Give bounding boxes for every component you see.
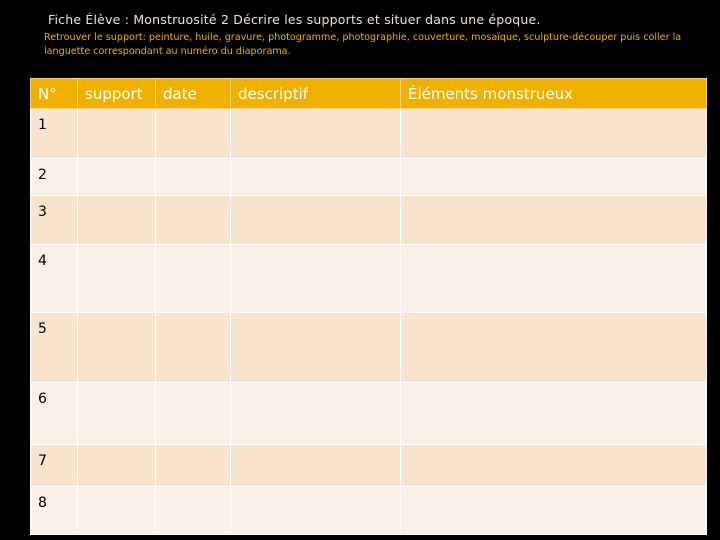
elements-cell[interactable]	[401, 487, 707, 535]
row-number-cell: 6	[31, 383, 78, 445]
support-cell[interactable]	[78, 245, 156, 313]
descriptif-cell[interactable]	[231, 313, 401, 383]
table-row	[31, 159, 707, 196]
column-header-support: support	[78, 79, 156, 109]
elements-cell[interactable]	[401, 196, 707, 245]
date-cell[interactable]	[156, 159, 231, 196]
descriptif-cell[interactable]	[231, 159, 401, 196]
row-number-cell: 7	[31, 445, 78, 487]
elements-cell[interactable]	[401, 313, 707, 383]
descriptif-cell[interactable]	[231, 487, 401, 535]
table-row	[31, 109, 707, 159]
row-number-cell: 5	[31, 313, 78, 383]
descriptif-cell[interactable]	[231, 196, 401, 245]
date-cell[interactable]	[156, 313, 231, 383]
elements-cell[interactable]	[401, 383, 707, 445]
column-header-elements-monstrueux: Éléments monstrueux	[401, 79, 707, 109]
column-header-date: date	[156, 79, 231, 109]
descriptif-cell[interactable]	[231, 445, 401, 487]
date-cell[interactable]	[156, 383, 231, 445]
elements-cell[interactable]	[401, 159, 707, 196]
elements-cell[interactable]	[401, 109, 707, 159]
descriptif-cell[interactable]	[231, 383, 401, 445]
descriptif-cell[interactable]	[231, 245, 401, 313]
date-cell[interactable]	[156, 245, 231, 313]
row-number-cell: 8	[31, 487, 78, 535]
table-row	[31, 245, 707, 313]
table-row	[31, 383, 707, 445]
support-cell[interactable]	[78, 109, 156, 159]
support-cell[interactable]	[78, 383, 156, 445]
date-cell[interactable]	[156, 445, 231, 487]
table-row	[31, 313, 707, 383]
descriptif-cell[interactable]	[231, 109, 401, 159]
date-cell[interactable]	[156, 109, 231, 159]
instructions-text: Retrouver le support: peinture, huile, gravure, photogramme, photographie, couverture, mosaïque, sculpture-découper puis coller la languette correspondant au numéro du diaporama.	[44, 32, 682, 57]
table-row	[31, 445, 707, 487]
row-number-cell: 1	[31, 109, 78, 159]
page-title: Fiche Élève : Monstruosité 2 Décrire les supports et situer dans une époque.	[48, 12, 541, 27]
support-cell[interactable]	[78, 445, 156, 487]
table-row	[31, 487, 707, 535]
row-number-cell: 3	[31, 196, 78, 245]
support-cell[interactable]	[78, 196, 156, 245]
date-cell[interactable]	[156, 196, 231, 245]
date-cell[interactable]	[156, 487, 231, 535]
table-row	[31, 196, 707, 245]
row-number-cell: 4	[31, 245, 78, 313]
column-header-descriptif: descriptif	[231, 79, 401, 109]
row-number-cell: 2	[31, 159, 78, 196]
support-cell[interactable]	[78, 159, 156, 196]
elements-cell[interactable]	[401, 245, 707, 313]
column-header-number: N°	[31, 79, 78, 109]
table-header-row	[31, 79, 707, 109]
worksheet-table	[30, 78, 707, 535]
support-cell[interactable]	[78, 313, 156, 383]
elements-cell[interactable]	[401, 445, 707, 487]
support-cell[interactable]	[78, 487, 156, 535]
